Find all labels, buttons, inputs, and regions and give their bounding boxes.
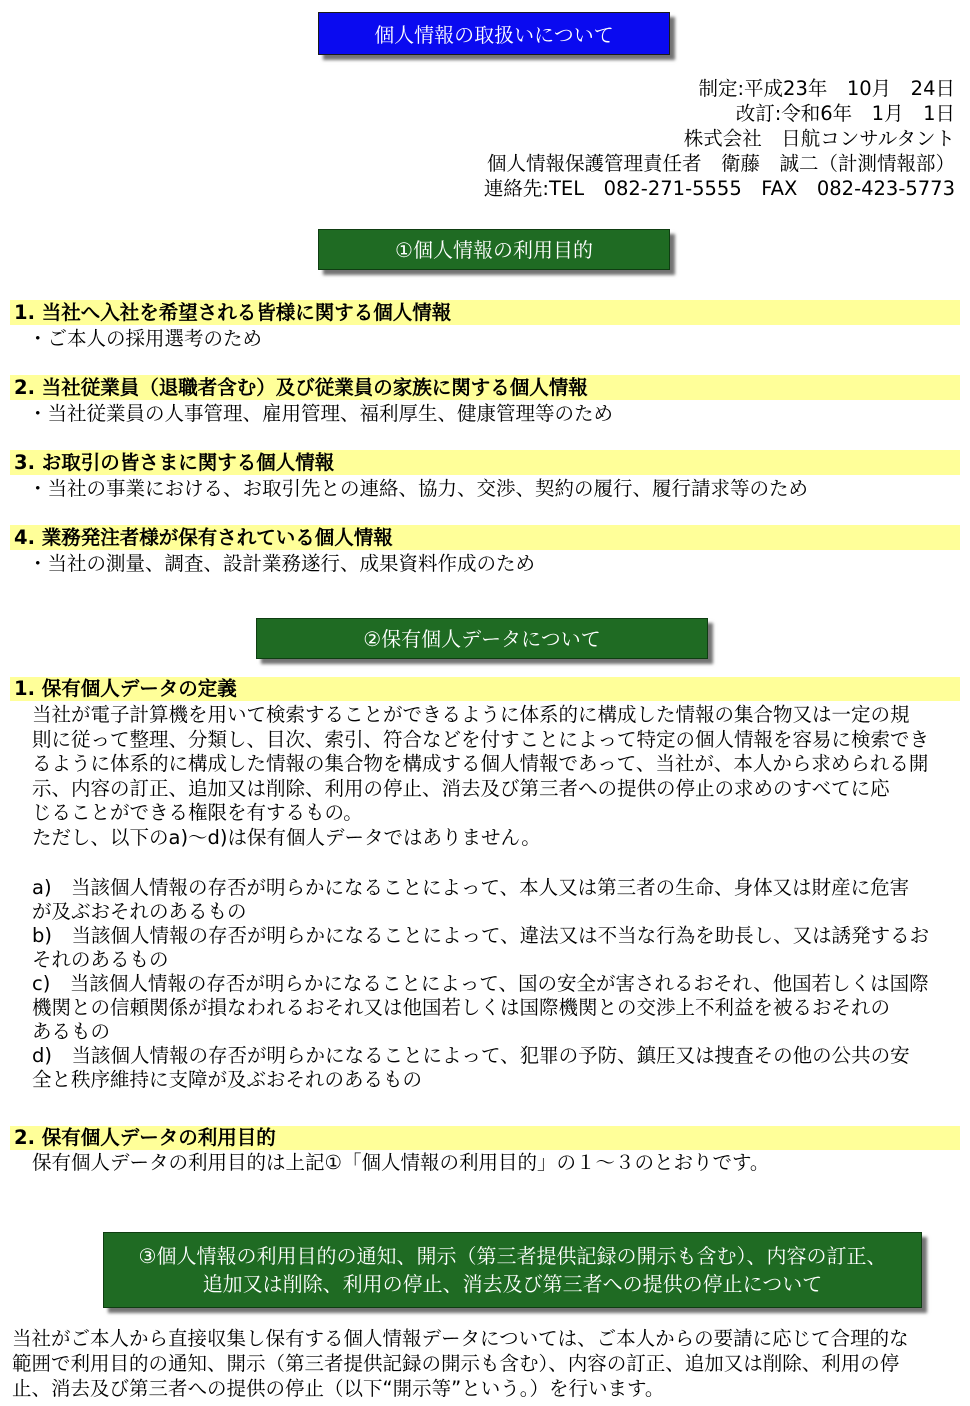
revised-date: 改訂:令和6年 1月 1日	[735, 102, 955, 125]
privacy-manager: 個人情報保護管理責任者 衛藤 誠二（計測情報部）	[486, 152, 955, 175]
section3-title-line: ③個人情報の利用目的の通知、開示（第三者提供記録の開示も含む）、内容の訂正、	[138, 1244, 887, 1268]
page-title-box	[318, 12, 670, 55]
exclusion-line: あるもの	[32, 1020, 111, 1043]
section2-title: ②保有個人データについて	[363, 626, 601, 651]
exclusion-line: それのあるもの	[32, 948, 169, 971]
paragraph-line: 当社がご本人から直接収集し保有する個人情報データについては、ご本人からの要請に応じて合理的な	[12, 1327, 909, 1350]
purpose-item-text: ・ご本人の採用選考のため	[28, 327, 263, 350]
section3-title-box	[103, 1232, 922, 1308]
definition-heading: 1. 保有個人データの定義	[10, 677, 960, 701]
document-header-info	[484, 76, 955, 201]
paragraph-line: じることができる権限を有するもの。	[32, 801, 363, 824]
exclusion-line: 全と秩序維持に支障が及ぶおそれのあるもの	[32, 1068, 423, 1091]
purpose-item-text: ・当社従業員の人事管理、雇用管理、福利厚生、健康管理等のため	[28, 402, 614, 425]
purpose-item-heading: 2. 当社従業員（退職者含む）及び従業員の家族に関する個人情報	[10, 375, 960, 400]
exclusion-line: b) 当該個人情報の存否が明らかになることによって、違法又は不当な行為を助長し、又は誘発するお	[32, 924, 930, 947]
section3-body	[12, 1326, 909, 1401]
paragraph-line: ただし、以下のa)～d)は保有個人データではありません。	[32, 825, 541, 849]
paragraph-line: 則に従って整理、分類し、目次、索引、符合などを付すことによって特定の個人情報を容易に検索でき	[32, 727, 930, 751]
section1-title-box	[318, 229, 670, 270]
paragraph-line: 止、消去及び第三者への提供の停止（以下“開示等”という。）を行います。	[12, 1377, 665, 1400]
exclusion-item-a	[32, 876, 929, 924]
section3-title-line: 追加又は削除、利用の停止、消去及び第三者への提供の停止について	[202, 1272, 823, 1296]
purpose-item-heading: 3. お取引の皆さまに関する個人情報	[10, 450, 960, 475]
exclusion-line: a) 当該個人情報の存否が明らかになることによって、本人又は第三者の生命、身体又は財産に危害	[32, 876, 910, 899]
established-date: 制定:平成23年 10月 24日	[698, 77, 955, 100]
page-title: 個人情報の取扱いについて	[374, 23, 614, 47]
paragraph-line: 範囲で利用目的の通知、開示（第三者提供記録の開示も含む）、内容の訂正、追加又は削除、利用の停	[12, 1352, 900, 1375]
exclusion-line: が及ぶおそれのあるもの	[32, 900, 247, 923]
exclusion-line: d) 当該個人情報の存否が明らかになることによって、犯罪の予防、鎮圧又は捜査その他の公共の安	[32, 1044, 910, 1067]
exclusion-item-c	[32, 972, 929, 1044]
contact-info: 連絡先:TEL 082-271-5555 FAX 082-423-5773	[483, 177, 955, 200]
exclusion-item-d	[32, 1044, 929, 1092]
exclusion-list	[32, 876, 929, 1092]
data-purpose-text: 保有個人データの利用目的は上記①「個人情報の利用目的」の１～３のとおりです。	[32, 1151, 770, 1174]
definition-paragraph	[32, 703, 929, 850]
section1-title: ①個人情報の利用目的	[395, 237, 593, 262]
exclusion-item-b	[32, 924, 929, 972]
paragraph-line: るように体系的に構成した情報の集合物を構成する個人情報であって、当社が、本人から求められる開	[32, 752, 929, 775]
section2-title-box	[256, 618, 708, 659]
company-name: 株式会社 日航コンサルタント	[683, 127, 955, 150]
exclusion-line: 機関との信頼関係が損なわれるおそれ又は他国若しくは国際機関との交渉上不利益を被るおそれの	[32, 996, 891, 1019]
paragraph-line: 当社が電子計算機を用いて検索することができるように体系的に構成した情報の集合物又は一定の規	[32, 703, 910, 726]
purpose-item-text: ・当社の事業における、お取引先との連絡、協力、交渉、契約の履行、履行請求等のため	[28, 477, 809, 500]
data-purpose-heading: 2. 保有個人データの利用目的	[10, 1126, 960, 1150]
purpose-item-text: ・当社の測量、調査、設計業務遂行、成果資料作成のため	[28, 552, 536, 575]
purpose-item-heading: 4. 業務発注者様が保有されている個人情報	[10, 525, 960, 550]
purpose-item-heading: 1. 当社へ入社を希望される皆様に関する個人情報	[10, 300, 960, 325]
exclusion-line: c) 当該個人情報の存否が明らかになることによって、国の安全が害されるおそれ、他国若しくは国際	[32, 972, 929, 995]
paragraph-line: 示、内容の訂正、追加又は削除、利用の停止、消去及び第三者への提供の停止の求めのすべてに応	[32, 776, 890, 800]
